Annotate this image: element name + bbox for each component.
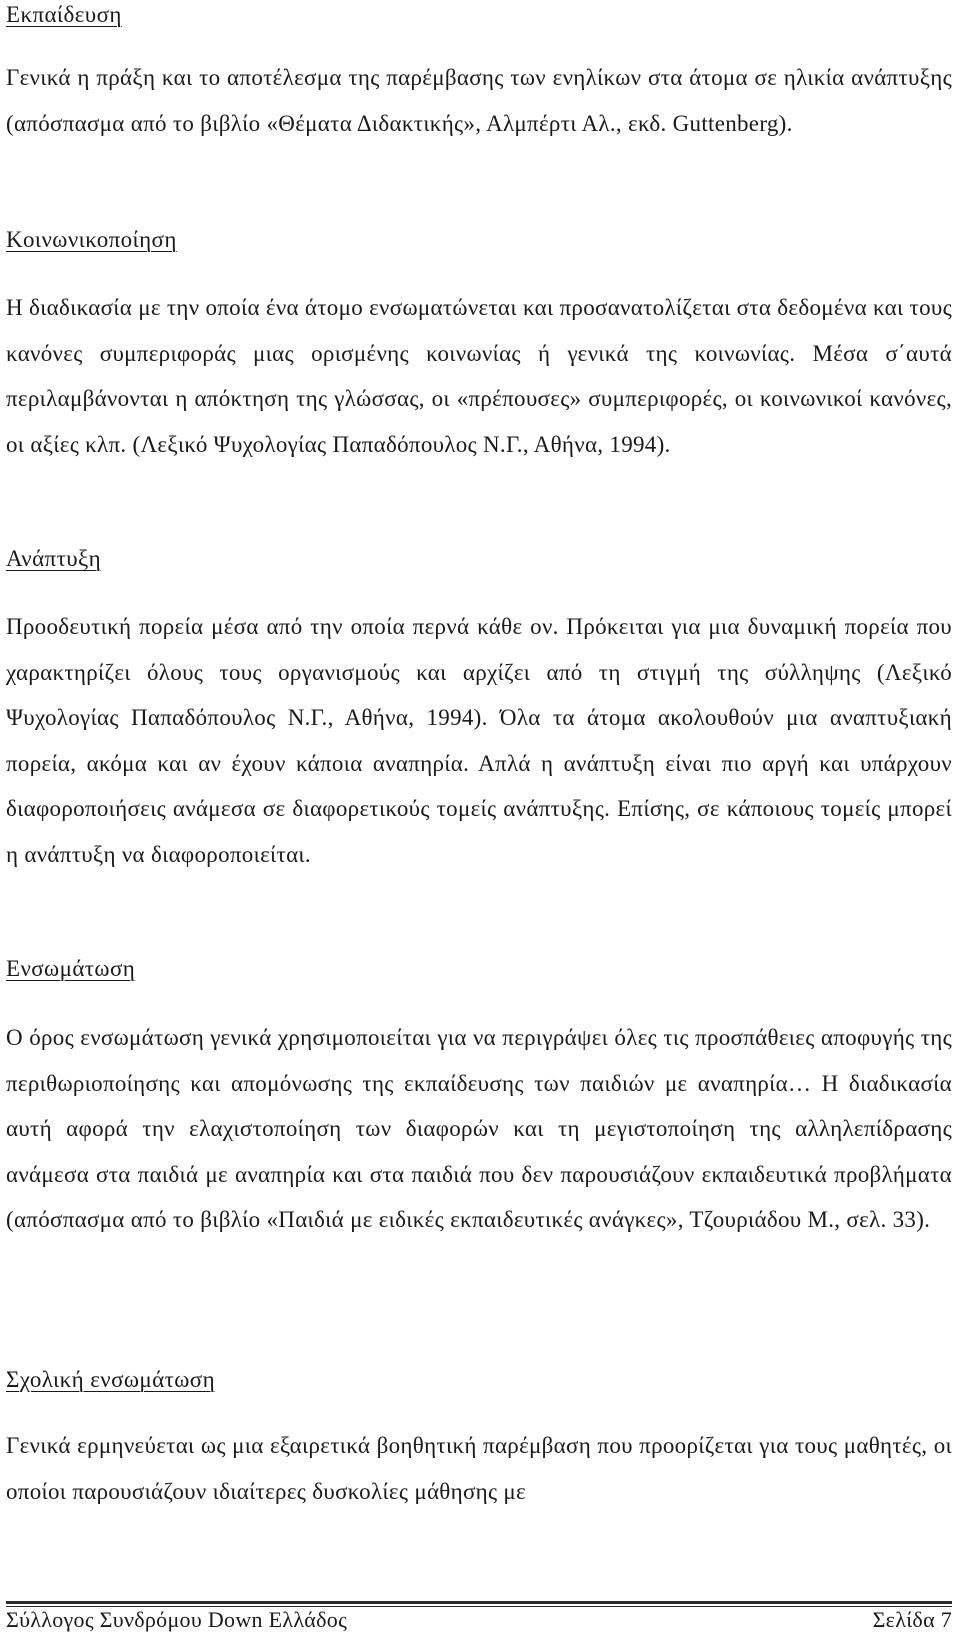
- section-heading-school-integration: Σχολική ενσωμάτωση: [6, 1367, 216, 1392]
- section-body-school-integration: Γενικά ερμηνεύεται ως μια εξαιρετικά βοηθητική παρέμβαση που προορίζεται για τους μαθητές, οι οποίοι παρουσιάζουν ιδιαίτερες δυσκολίες μάθησης με: [6, 1433, 952, 1504]
- section-body-education: Γενικά η πράξη και το αποτέλεσμα της παρέμβασης των ενηλίκων στα άτομα σε ηλικία ανάπτυξης (απόσπασμα από το βιβλίο «Θέματα Διδακτικής», Αλμπέρτι Αλ., εκδ. Guttenberg).: [6, 65, 952, 136]
- page-footer: [6, 1604, 952, 1635]
- footer-organization: Σύλλογος Συνδρόμου Down Ελλάδος: [6, 1606, 348, 1632]
- section-heading-development: Ανάπτυξη: [6, 546, 102, 571]
- section-heading-education: Εκπαίδευση: [6, 2, 122, 27]
- section-body-socialization: Η διαδικασία με την οποία ένα άτομο ενσωματώνεται και προσανατολίζεται στα δεδομένα και τους κανόνες συμπεριφοράς μιας ορισμένης κοινωνίας ή γενικά της κοινωνίας. Μέσα σ΄αυτά περιλαμβάνονται η απόκτηση της γλώσσας, οι «πρέπουσες» συμπεριφορές, οι κοινωνικοί κανόνες, οι αξίες κλπ. (Λεξικό Ψυχολογίας Παπαδόπουλος Ν.Γ., Αθήνα, 1994).: [6, 295, 952, 457]
- section-heading-integration: Ενσωμάτωση: [6, 956, 136, 981]
- section-body-development: Προοδευτική πορεία μέσα από την οποία περνά κάθε ον. Πρόκειται για μια δυναμική πορεία που χαρακτηρίζει όλους τους οργανισμούς και αρχίζει από τη στιγμή της σύλληψης (Λεξικό Ψυχολογίας Παπαδόπουλος Ν.Γ., Αθήνα, 1994). Όλα τα άτομα ακολουθούν μια αναπτυξιακή πορεία, ακόμα και αν έχουν κάποια αναπηρία. Απλά η ανάπτυξη είναι πιο αργή και υπάρχουν διαφοροποιήσεις ανάμεσα σε διαφορετικούς τομείς ανάπτυξης. Επίσης, σε κάποιους τομείς μπορεί η ανάπτυξη να διαφοροποιείται.: [6, 614, 952, 867]
- section-heading-socialization: Κοινωνικοποίηση: [6, 227, 177, 252]
- footer-page-number: Σελίδα 7: [872, 1606, 952, 1632]
- section-body-integration: Ο όρος ενσωμάτωση γενικά χρησιμοποιείται για να περιγράψει όλες τις προσπάθειες αποφυγής της περιθωριοποίησης και απομόνωσης της εκπαίδευσης των παιδιών με αναπηρία… Η διαδικασία αυτή αφορά την ελαχιστοποίηση των διαφορών και τη μεγιστοποίηση της αλληλεπίδρασης ανάμεσα στα παιδιά με αναπηρία και στα παιδιά που δεν παρουσιάζουν εκπαιδευτικά προβλήματα (απόσπασμα από το βιβλίο «Παιδιά με ειδικές εκπαιδευτικές ανάγκες», Τζουριάδου Μ., σελ. 33).: [6, 1025, 952, 1232]
